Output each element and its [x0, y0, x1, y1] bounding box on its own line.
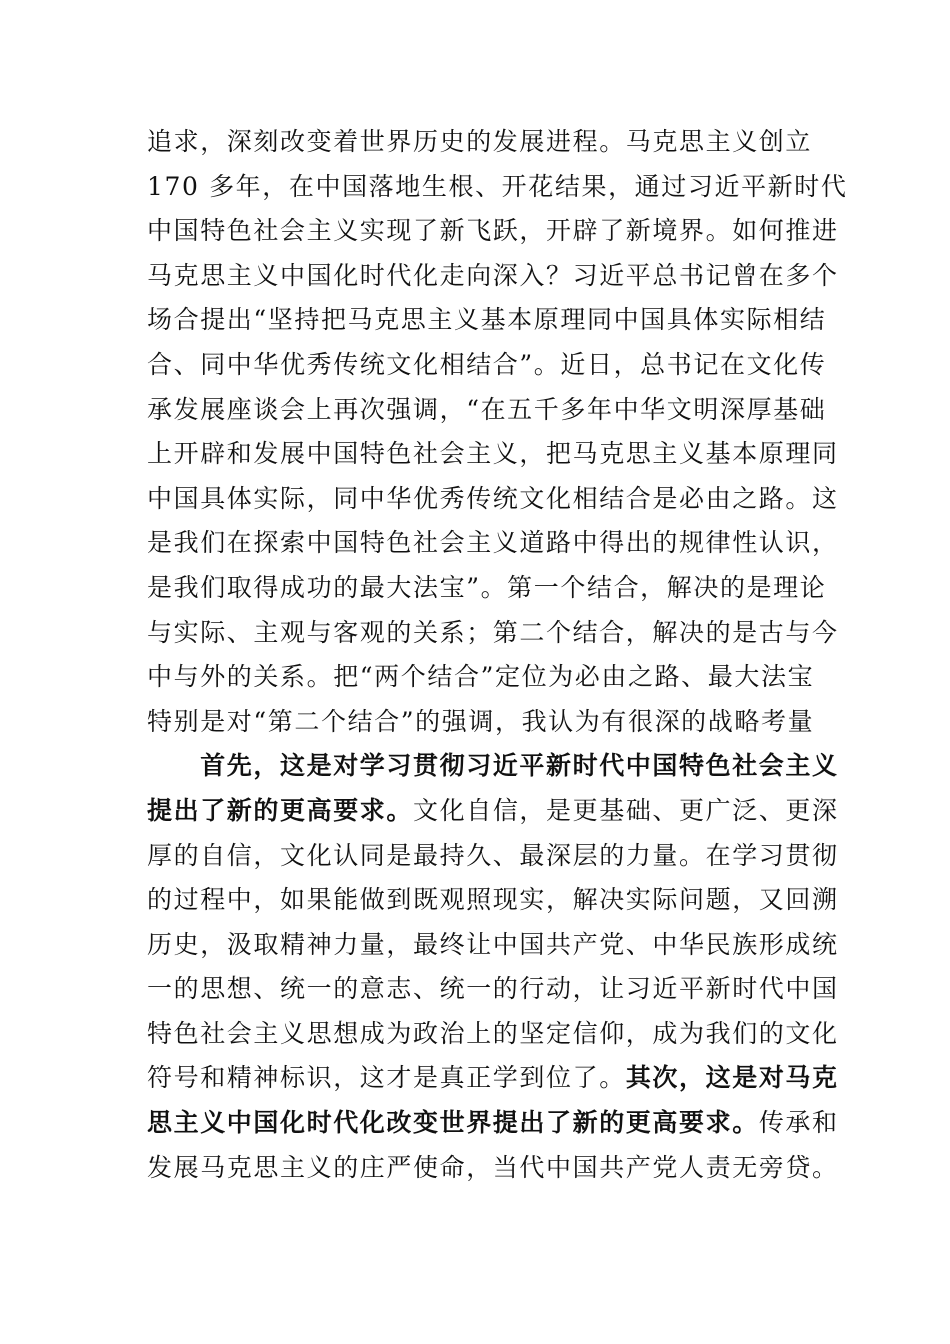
text-line: [147, 209, 839, 254]
text-line: [147, 878, 839, 923]
text-line: [147, 700, 815, 745]
text-line: [147, 834, 839, 879]
text-run: 传承和: [758, 1108, 839, 1138]
text-run: 发展马克思主义的庄严使命，当代中国共产党人责无旁贷。: [147, 1152, 839, 1182]
text-line: [147, 432, 839, 477]
text-line: [147, 566, 827, 611]
text-line: [147, 1012, 839, 1057]
text-run: 170 多年，在中国落地生根、开花结果，通过习近平新时代: [147, 171, 848, 201]
text-line: [147, 1146, 839, 1191]
text-run: 符号和精神标识，这才是真正学到位了。: [147, 1063, 626, 1093]
body-text: [147, 120, 848, 1190]
bold-text-run: 思主义中国化时代化改变世界提出了新的更高要求。: [147, 1108, 759, 1138]
text-run: 是我们在探索中国特色社会主义道路中得出的规律性认识，: [147, 528, 839, 558]
text-line: [147, 298, 827, 343]
text-line: [147, 477, 839, 522]
text-line: [147, 165, 848, 210]
text-line: [147, 254, 839, 299]
text-run: 特别是对“第二个结合”的强调，我认为有很深的战略考量: [147, 706, 815, 736]
text-line: [147, 744, 839, 789]
text-line: [147, 388, 827, 433]
text-run: 上开辟和发展中国特色社会主义，把马克思主义基本原理同: [147, 439, 839, 469]
text-run: 场合提出“坚持把马克思主义基本原理同中国具体实际相结: [147, 305, 827, 335]
text-run: 中与外的关系。把“两个结合”定位为必由之路、最大法宝: [147, 662, 815, 692]
text-run: 是我们取得成功的最大法宝”。第一个结合，解决的是理论: [147, 572, 827, 602]
text-line: [147, 655, 815, 700]
text-line: [147, 343, 827, 388]
text-run: 与实际、主观与客观的关系；第二个结合，解决的是古与今: [147, 617, 839, 647]
text-run: 追求，深刻改变着世界历史的发展进程。马克思主义创立: [147, 127, 813, 156]
text-run: 中国具体实际，同中华优秀传统文化相结合是必由之路。这: [147, 483, 839, 513]
text-line: [147, 967, 839, 1012]
text-run: 文化自信，是更基础、更广泛、更深: [413, 795, 839, 825]
text-line: [147, 1101, 839, 1146]
text-run: 合、同中华优秀传统文化相结合”。近日，总书记在文化传: [147, 349, 827, 379]
text-line: [147, 789, 839, 834]
text-line: [147, 120, 813, 165]
text-run: 历史，汲取精神力量，最终让中国共产党、中华民族形成统: [147, 929, 839, 959]
text-run: 中国特色社会主义实现了新飞跃，开辟了新境界。如何推进: [147, 216, 839, 246]
text-line: [147, 521, 839, 566]
bold-text-run: 其次，这是对马克: [625, 1063, 839, 1093]
text-run: 厚的自信，文化认同是最持久、最深层的力量。在学习贯彻: [147, 840, 839, 870]
text-line: [147, 923, 839, 968]
text-line: [147, 611, 839, 656]
text-line: [147, 1056, 839, 1101]
text-run: 一的思想、统一的意志、统一的行动，让习近平新时代中国: [147, 974, 839, 1004]
text-run: 的过程中，如果能做到既观照现实，解决实际问题，又回溯: [147, 885, 839, 915]
text-run: 承发展座谈会上再次强调，“在五千多年中华文明深厚基础: [147, 394, 827, 424]
text-run: 马克思主义中国化时代化走向深入？习近平总书记曾在多个: [147, 260, 839, 290]
bold-text-run: 提出了新的更高要求。: [147, 795, 414, 825]
bold-text-run: 首先，这是对学习贯彻习近平新时代中国特色社会主义: [147, 751, 839, 781]
text-run: 特色社会主义思想成为政治上的坚定信仰，成为我们的文化: [147, 1018, 839, 1048]
